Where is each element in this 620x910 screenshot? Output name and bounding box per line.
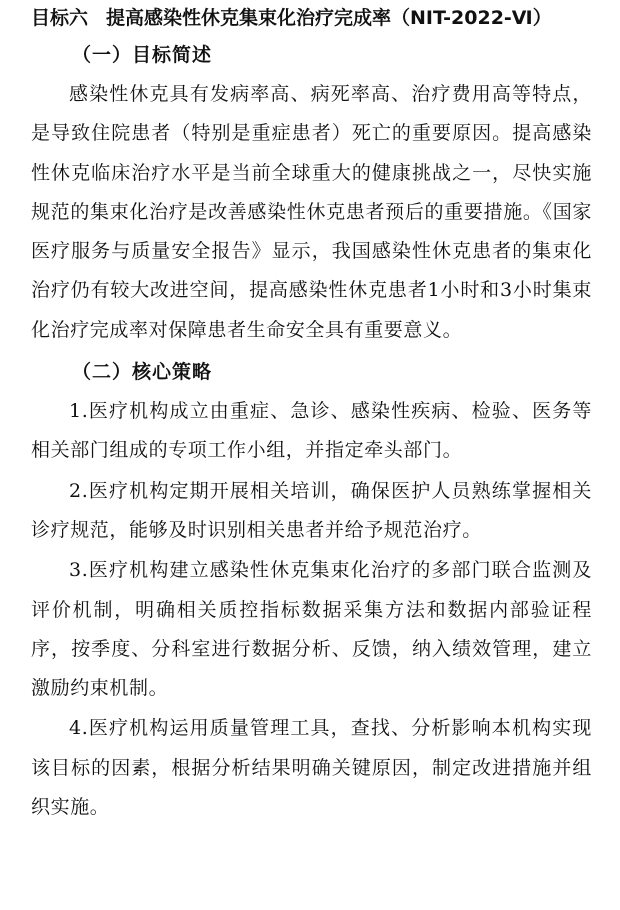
- document-title: [31, 4, 592, 32]
- section-heading-overview: （一）目标简述: [72, 44, 213, 66]
- strategy-item-3: 3.医疗机构建立感染性休克集束化治疗的多部门联合监测及评价机制，明确相关质控指标数据采集方法和数据内部验证程序，按季度、分科室进行数据分析、反馈，纳入绩效管理，建立激励约束机制。: [31, 559, 592, 700]
- overview-paragraph: 感染性休克具有发病率高、病死率高、治疗费用高等特点，是导致住院患者（特别是重症患者）死亡的重要原因。提高感染性休克临床治疗水平是当前全球重大的健康挑战之一，尽快实施规范的集束化治疗是改善感染性休克患者预后的重要措施。《国家医疗服务与质量安全报告》显示，我国感染性休克患者的集束化治疗仍有较大改进空间，提高感染性休克患者1小时和3小时集束化治疗完成率对保障患者生命安全具有重要意义。: [31, 83, 592, 341]
- section-heading-strategy: （二）核心策略: [72, 361, 213, 384]
- strategy-item-4: 4.医疗机构运用质量管理工具，查找、分析影响本机构实现该目标的因素，根据分析结果明确关键原因，制定改进措施并组织实施。: [31, 717, 592, 819]
- title-text: 提高感染性休克集束化治疗完成率（NIT-2022-Ⅵ）: [106, 7, 552, 29]
- strategy-item-2: 2.医疗机构定期开展相关培训，确保医护人员熟练掌握相关诊疗规范，能够及时识别相关患者并给予规范治疗。: [31, 479, 592, 541]
- title-prefix: 目标六: [31, 7, 89, 29]
- strategy-item-1: 1.医疗机构成立由重症、急诊、感染性疾病、检验、医务等相关部门组成的专项工作小组，并指定牵头部门。: [31, 400, 592, 462]
